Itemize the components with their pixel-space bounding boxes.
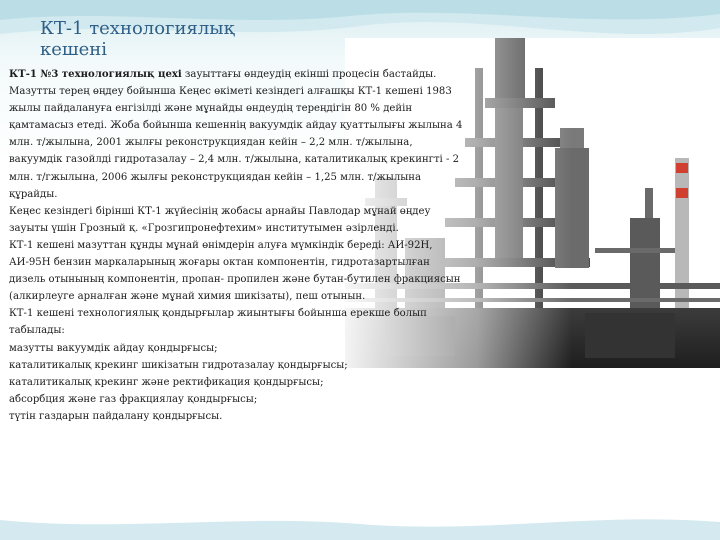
bottom-wave-decoration bbox=[0, 510, 720, 540]
lead-bold: КТ-1 №3 технологиялық цехі bbox=[9, 69, 182, 80]
list-item: каталитикалық крекинг шикізатын гидротазалау қондырғысы; bbox=[9, 359, 348, 371]
paragraph-3: КТ-1 кешені мазуттан құнды мұнай өнімдерін алуға мүмкіндік береді: АИ-92Н, АИ-95Н бензин маркаларының жоғары октан компонентін, гидротазартылған дизель отынының компонентін, пропан- пропилен және бутан-бутилен фракциясын (алкирлеуге арналған және мұнай химия шикізаты), пеш отынын. bbox=[9, 239, 461, 303]
paragraph-2: Кеңес кезіндегі бірінші КТ-1 жүйесінің жобасы арнайы Павлодар мұнай өңдеу зауыты үшін Грозный қ. «Грозгипронефтехим» институтымен әзірленді. bbox=[9, 205, 431, 234]
list-item: абсорбция және газ фракциялау қондырғысы; bbox=[9, 393, 258, 405]
slide-title: КТ-1 технологиялық кешені bbox=[40, 18, 235, 60]
body-text bbox=[9, 66, 469, 425]
list-item: каталитикалық крекинг және ректификация қондырғысы; bbox=[9, 376, 324, 388]
paragraph-4: КТ-1 кешені технологиялық қондырғылар жиынтығы бойынша ерекше болып табылады: bbox=[9, 308, 427, 337]
list-item: мазутты вакуумдік айдау қондырғысы; bbox=[9, 342, 218, 354]
list-item: түтін газдарын пайдалану қондырғысы. bbox=[9, 410, 223, 422]
lead-rest: зауыттағы өндеудің екінші процесін бастайды. Мазутты терең өңдеу бойынша Кеңес өкіметі кезіндегі алғашқы КТ-1 кешені 1983 жылы пайдалануға енгізілді және мұнайды өндеудің тереңдігін 80 % дейін қамтамасыз етеді. Жоба бойынша кешеннің вакуумдік айдау қуаттылығы жылына 4 млн. т/жылына, 2001 жылғы реконструкциядан кейін – 2,2 млн. т/жылына, вакуумдік газойлді гидротазалау – 2,4 млн. т/жылына, каталитикалық крекингті - 2 млн. т/гжылына, 2006 жылғы реконструкциядан кейін – 1,25 млн. т/жылына құрайды. bbox=[9, 69, 463, 200]
lead-paragraph bbox=[9, 66, 469, 203]
